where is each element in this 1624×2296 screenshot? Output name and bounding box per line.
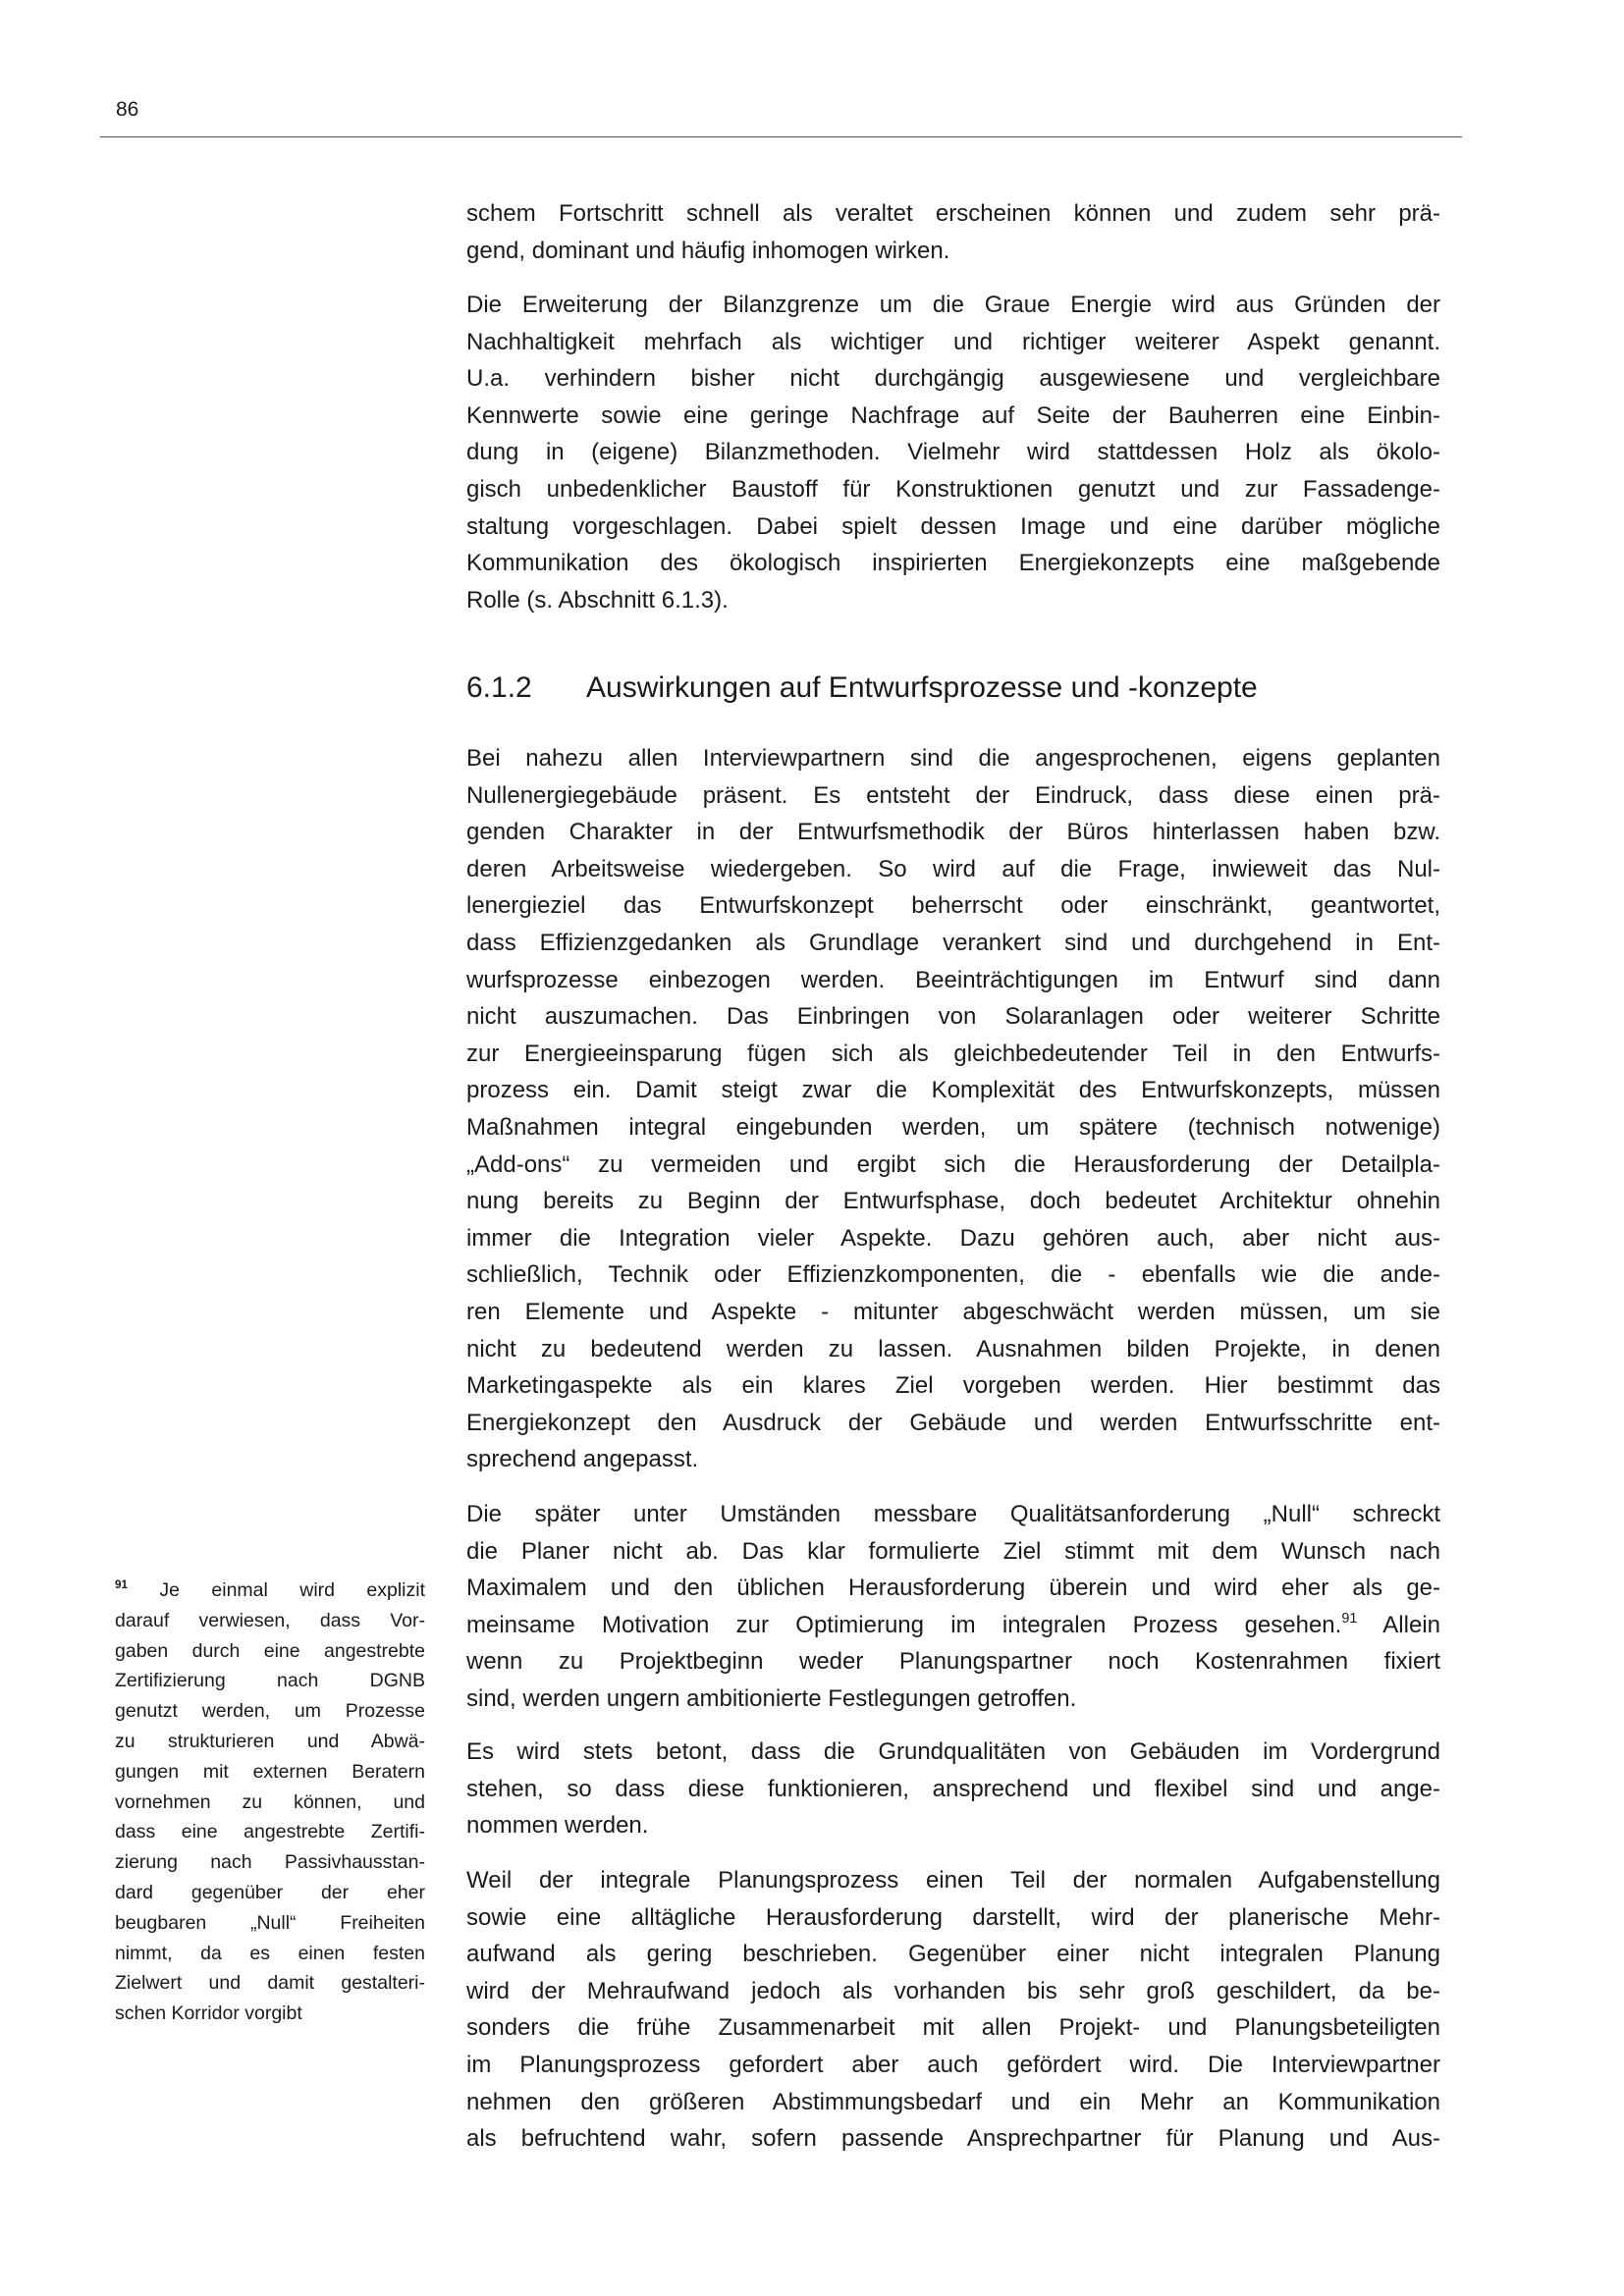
text-line: wird der Mehraufwand jedoch als vorhanden bis sehr groß geschildert, da be- (466, 1977, 1440, 2004)
text-line: staltung vorgeschlagen. Dabei spielt dessen Image und eine darüber mögliche (466, 512, 1440, 540)
text-line: dung in (eigene) Bilanzmethoden. Vielmehr wird stattdessen Holz als ökolo- (466, 439, 1440, 466)
footnote-line: dard gegenüber der eher (115, 1881, 425, 1903)
page-number: 86 (116, 98, 139, 121)
text-line: schließlich, Technik oder Effizienzkomponenten, die - ebenfalls wie die ande- (466, 1261, 1440, 1289)
footnote-text: Je einmal wird explizit (159, 1579, 426, 1601)
text-line: deren Arbeitsweise wiedergeben. So wird auf die Frage, inwieweit das Nul- (466, 855, 1440, 882)
text-line: Kommunikation des ökologisch inspirierten Energiekonzepts eine maßgebende (466, 550, 1440, 577)
footnote-line: nimmt, da es einen festen (115, 1942, 425, 1964)
paragraph (466, 287, 1440, 618)
text-line: lenergieziel das Entwurfskonzept beherrscht oder einschränkt, geantwortet, (466, 892, 1440, 920)
text-line: Marketingaspekte als ein klares Ziel vorgeben werden. Hier bestimmt das (466, 1372, 1440, 1400)
footnote-line: gungen mit externen Beratern (115, 1760, 425, 1783)
text-line: genden Charakter in der Entwurfsmethodik der Büros hinterlassen haben bzw. (466, 819, 1440, 846)
footnote-line: zierung nach Passivhausstan- (115, 1851, 425, 1874)
text-line: aufwand als gering beschrieben. Gegenüber einer nicht integralen Planung (466, 1941, 1440, 1968)
text-line: nicht zu bedeutend werden zu lassen. Ausnahmen bilden Projekte, in denen (466, 1335, 1440, 1362)
footnote-line: gaben durch eine angestrebte (115, 1639, 425, 1662)
text-line: nicht auszumachen. Das Einbringen von Solaranlagen oder weiterer Schritte (466, 1003, 1440, 1031)
footnote-line: Zertifizierung nach DGNB (115, 1670, 425, 1692)
text-line: nommen werden. (466, 1812, 649, 1840)
text-line: gend, dominant und häufig inhomogen wirken. (466, 237, 950, 264)
footnote-line: schen Korridor vorgibt (115, 2002, 302, 2025)
section-number: 6.1.2 (466, 671, 532, 704)
text-line: Die Erweiterung der Bilanzgrenze um die Graue Energie wird aus Gründen der (466, 292, 1440, 318)
paragraph (466, 1862, 1440, 2158)
text-line: Rolle (s. Abschnitt 6.1.3). (466, 586, 729, 614)
paragraph (466, 1496, 1440, 1718)
text-line: stehen, so dass diese funktionieren, ansprechend und flexibel sind und ange- (466, 1775, 1440, 1802)
footnote-number: 91 (115, 1577, 129, 1591)
text-line: zur Energieeinsparung fügen sich als gleichbedeutender Teil in den Entwurfs- (466, 1040, 1440, 1067)
footnote-reference: 91 (1341, 1610, 1358, 1627)
footnote-line: dass eine angestrebte Zertifi- (115, 1821, 425, 1843)
footnote-line: genutzt werden, um Prozesse (115, 1700, 425, 1723)
text-line: im Planungsprozess gefordert aber auch gefördert wird. Die Interviewpartner (466, 2051, 1440, 2078)
text-line: sprechend angepasst. (466, 1446, 699, 1473)
footnote-line: Zielwert und damit gestalteri- (115, 1972, 425, 1995)
footnote-line: vornehmen zu können, und (115, 1790, 425, 1813)
text-line: als befruchtend wahr, sofern passende Ansprechpartner für Planung und Aus- (466, 2125, 1440, 2153)
footnote-line (115, 1575, 425, 1606)
section-heading (466, 668, 1258, 708)
text-line: Die später unter Umständen messbare Qualitätsanforderung „Null“ schreckt (466, 1501, 1440, 1527)
footnote-line: darauf verwiesen, dass Vor- (115, 1609, 425, 1631)
text-line: die Planer nicht ab. Das klar formulierte Ziel stimmt mit dem Wunsch nach (466, 1537, 1440, 1565)
paragraph (466, 740, 1440, 1478)
text-line: wurfsprozesse einbezogen werden. Beeinträchtigungen im Entwurf sind dann (466, 966, 1440, 993)
text-line: Es wird stets betont, dass die Grundqualitäten von Gebäuden im Vordergrund (466, 1738, 1440, 1765)
text-line: schem Fortschritt schnell als veraltet erscheinen können und zudem sehr prä- (466, 200, 1440, 227)
text-line: Nachhaltigkeit mehrfach als wichtiger und richtiger weiterer Aspekt genannt. (466, 328, 1440, 355)
text-line: U.a. verhindern bisher nicht durchgängig ausgewiesene und vergleichbare (466, 365, 1440, 393)
text-line: sonders die frühe Zusammenarbeit mit allen Projekt- und Planungsbeteiligten (466, 2014, 1440, 2042)
text-line: immer die Integration vieler Aspekte. Dazu gehören auch, aber nicht aus- (466, 1224, 1440, 1252)
text-line: dass Effizienzgedanken als Grundlage verankert sind und durchgehend in Ent- (466, 929, 1440, 956)
text-line: wenn zu Projektbeginn weder Planungspartner noch Kostenrahmen fixiert (466, 1648, 1440, 1676)
footnote (115, 1575, 425, 2029)
text-line: Kennwerte sowie eine geringe Nachfrage auf Seite der Bauherren eine Einbin- (466, 401, 1440, 429)
text-segment: Allein (1357, 1611, 1441, 1638)
text-line: sind, werden ungern ambitionierte Festlegungen getroffen. (466, 1684, 1077, 1712)
text-line: gisch unbedenklicher Baustoff für Konstruktionen genutzt und zur Fassadenge- (466, 475, 1440, 503)
text-line: Weil der integrale Planungsprozess einen Teil der normalen Aufgabenstellung (466, 1867, 1440, 1894)
text-line: nehmen den größeren Abstimmungsbedarf und ein Mehr an Kommunikation (466, 2088, 1440, 2115)
text-line: Bei nahezu allen Interviewpartnern sind die angesprochenen, eigens geplanten (466, 745, 1440, 772)
text-line: Energiekonzept den Ausdruck der Gebäude und werden Entwurfsschritte ent- (466, 1409, 1440, 1436)
text-segment: meinsame Motivation zur Optimierung im integralen Prozess gesehen. (466, 1611, 1342, 1638)
text-line: nung bereits zu Beginn der Entwurfsphase, doch bedeutet Architektur ohnehin (466, 1188, 1440, 1215)
footnote-line: zu strukturieren und Abwä- (115, 1730, 425, 1752)
footnote-line: beugbaren „Null“ Freiheiten (115, 1911, 425, 1934)
text-line (466, 1607, 1440, 1644)
header-rule (100, 136, 1462, 137)
text-line: Maßnahmen integral eingebunden werden, um spätere (technisch notwenige) (466, 1113, 1440, 1141)
text-line: sowie eine alltägliche Herausforderung darstellt, wird der planerische Mehr- (466, 1903, 1440, 1931)
text-line: prozess ein. Damit steigt zwar die Komplexität des Entwurfskonzepts, müssen (466, 1077, 1440, 1104)
text-line: ren Elemente und Aspekte - mitunter abgeschwächt werden müssen, um sie (466, 1298, 1440, 1325)
text-line: Maximalem und den üblichen Herausforderung überein und wird eher als ge- (466, 1575, 1440, 1602)
section-title: Auswirkungen auf Entwurfsprozesse und -konzepte (586, 671, 1258, 704)
text-line: Nullenergiegebäude präsent. Es entsteht der Eindruck, dass diese einen prä- (466, 781, 1440, 809)
text-line: „Add-ons“ zu vermeiden und ergibt sich die Herausforderung der Detailpla- (466, 1150, 1440, 1178)
paragraph (466, 1734, 1440, 1844)
paragraph (466, 195, 1440, 269)
